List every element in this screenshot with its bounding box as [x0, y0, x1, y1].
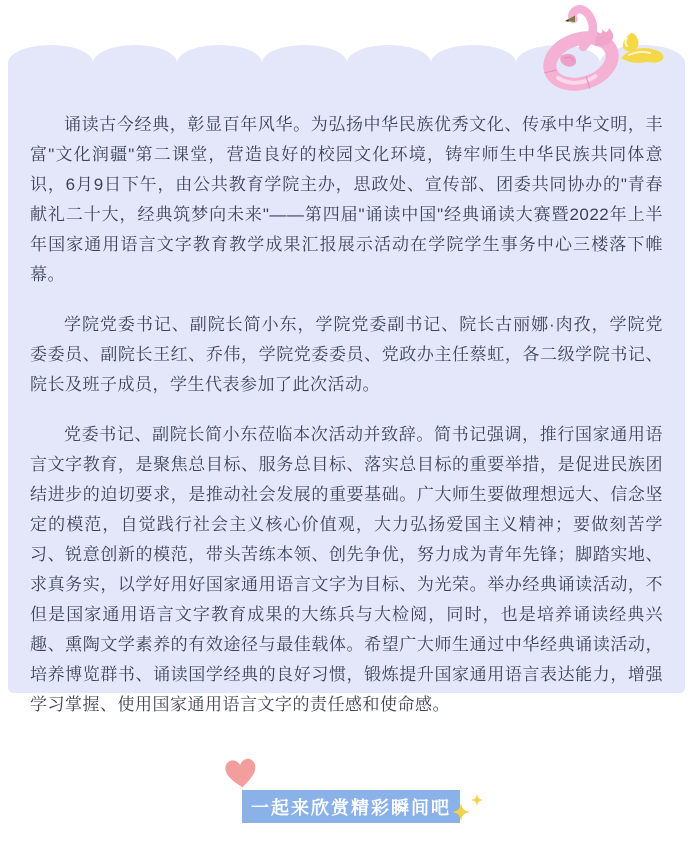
heart-icon [222, 756, 259, 790]
water-droplets-icon [621, 33, 663, 63]
paragraph-leader-speech: 党委书记、副院长简小东莅临本次活动并致辞。简书记强调，推行国家通用语言文字教育，是聚焦总目标、服务总目标、落实总目标的重要举措，是促进民族团结进步的迫切要求，是推动社会发展的重要基础。广大师生要做理想远大、信念坚定的模范，自觉践行社会主义核心价值观，大力弘扬爱国主义精神；要做刻苦学习、锐意创新的模范，带头苦练本领、创先争优，努力成为青年先锋；脚踏实地、求真务实，以学好用好国家通用语言文字为目标、为光荣。举办经典诵读活动，不但是国家通用语言文字教育成果的大练兵与大检阅，同时，也是培养诵读经典兴趣、熏陶文学素养的有效途径与最佳载体。希望广大师生通过中华经典诵读活动，培养博览群书、诵读国学经典的良好习惯，锻炼提升国家通用语言表达能力，增强学习掌握、使用国家通用语言文字的责任感和使命感。 [30, 425, 663, 714]
flamingo-float-icon [528, 0, 678, 105]
sparkles-icon [446, 784, 498, 832]
view-highlights-button[interactable]: 一起来欣赏精彩瞬间吧 [242, 790, 460, 823]
flamingo-ring [538, 9, 627, 100]
cta-section [0, 756, 691, 840]
paragraph-event-intro: 诵读古今经典，彰显百年风华。为弘扬中华民族优秀文化、传承中华文明，丰富"文化润疆"第二课堂，营造良好的校园文化环境，铸牢师生中华民族共同体意识，6月9日下午，由公共教育学院主办，思政处、宣传部、团委共同协办的"青春献礼二十大，经典筑梦向未来"——第四届"诵读中国"经典诵读大赛暨2022年上半年国家通用语言文字教育教学成果汇报展示活动在学院学生事务中心三楼落下帷幕。 [30, 115, 663, 284]
paragraph-attendees: 学院党委书记、副院长简小东，学院党委副书记、院长古丽娜·肉孜，学院党委委员、副院长王红、乔伟，学院党委委员、党政办主任蔡虹，各二级学院书记、院长及班子成员，学生代表参加了此次活动。 [30, 315, 663, 394]
content-card [8, 45, 685, 714]
card-body [8, 63, 685, 714]
